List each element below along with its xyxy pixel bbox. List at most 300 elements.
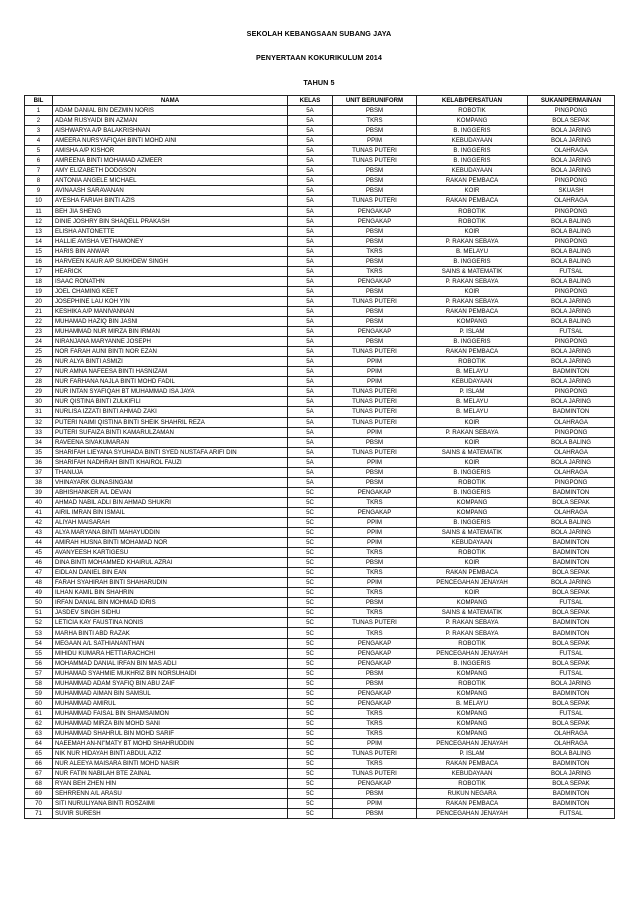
cell-nama: VHINAYARK GUNASINGAM [53,477,288,487]
table-row [25,377,615,387]
cell-sukan-permainan: BOLA BALING [528,437,615,447]
table-row [25,306,615,316]
table-row [25,688,615,698]
cell-bil: 43 [25,528,53,538]
cell-unit-beruniform: TUNAS PUTERI [333,417,417,427]
cell-sukan-permainan: BOLA JARING [528,457,615,467]
cell-kelas: 5C [288,658,333,668]
cell-unit-beruniform: TUNAS PUTERI [333,347,417,357]
cell-nama: ALIYAH MAISARAH [53,517,288,527]
cell-kelab-persatuan: B. INGGERIS [417,256,528,266]
cell-nama: MUHAMMAD SHAHRUL BIN MOHD SARIF [53,728,288,738]
cell-unit-beruniform: PPIM [333,799,417,809]
cell-kelas: 5A [288,447,333,457]
cell-nama: MEGAAN A/L SATHIANANTHAN [53,638,288,648]
cell-kelas: 5A [288,256,333,266]
cell-kelab-persatuan: B. MELAYU [417,397,528,407]
cell-kelab-persatuan: KEBUDAYAAN [417,377,528,387]
cell-unit-beruniform: TUNAS PUTERI [333,387,417,397]
cell-bil: 22 [25,317,53,327]
cell-nama: AYESHA FARIAH BINTI AZIS [53,196,288,206]
cell-nama: AMIRAH HUSNA BINTI MOHAMAD NOR [53,538,288,548]
table-row [25,256,615,266]
cell-kelab-persatuan: B. INGGERIS [417,337,528,347]
cell-bil: 36 [25,457,53,467]
cell-kelas: 5A [288,186,333,196]
cell-kelas: 5C [288,648,333,658]
table-row [25,739,615,749]
cell-kelab-persatuan: KOIR [417,588,528,598]
cell-kelab-persatuan: B. INGGERIS [417,487,528,497]
cell-bil: 39 [25,487,53,497]
cell-kelab-persatuan: PENCEGAHAN JENAYAH [417,578,528,588]
cell-bil: 67 [25,769,53,779]
cell-sukan-permainan: FUTSAL [528,809,615,819]
cell-unit-beruniform: TKRS [333,608,417,618]
cell-nama: NUR INTAN SYAFIQAH BT MUHAMMAD ISA JAYA [53,387,288,397]
cell-sukan-permainan: OLAHRAGA [528,146,615,156]
cell-bil: 53 [25,628,53,638]
cell-kelas: 5A [288,146,333,156]
table-row [25,266,615,276]
table-row [25,789,615,799]
cell-bil: 14 [25,236,53,246]
cell-nama: ADAM RUSYAIDI BIN AZMAN [53,116,288,126]
cell-nama: BEH JIA SHENG [53,206,288,216]
cell-bil: 62 [25,718,53,728]
cell-kelas: 5C [288,578,333,588]
cell-nama: NUR QISTINA BINTI ZULKIFILI [53,397,288,407]
cell-kelab-persatuan: P. RAKAN SEBAYA [417,296,528,306]
cell-nama: MUHAMMAD MIRZA BIN MOHD SANI [53,718,288,728]
cell-unit-beruniform: TUNAS PUTERI [333,769,417,779]
cell-bil: 70 [25,799,53,809]
cell-kelab-persatuan: PENCEGAHAN JENAYAH [417,648,528,658]
cell-nama: SHARIFAH NADHRAH BINTI KHAIROL FAUZI [53,457,288,467]
cell-sukan-permainan: FUTSAL [528,648,615,658]
table-row [25,166,615,176]
cell-nama: LETICIA KAY FAUSTINA NONIS [53,618,288,628]
cell-unit-beruniform: PBSM [333,317,417,327]
cell-kelab-persatuan: KOIR [417,186,528,196]
cell-sukan-permainan: OLAHRAGA [528,728,615,738]
cell-kelab-persatuan: KOMPANG [417,497,528,507]
cell-kelas: 5A [288,306,333,316]
cell-kelab-persatuan: RAKAN PEMBACA [417,568,528,578]
cell-sukan-permainan: BOLA BALING [528,256,615,266]
cell-kelas: 5C [288,487,333,497]
cell-bil: 6 [25,156,53,166]
cell-kelas: 5C [288,779,333,789]
cell-kelas: 5A [288,206,333,216]
cell-sukan-permainan: BOLA SEPAK [528,718,615,728]
table-row [25,136,615,146]
cell-kelas: 5A [288,377,333,387]
cell-kelab-persatuan: KOIR [417,457,528,467]
cell-bil: 65 [25,749,53,759]
cell-kelas: 5C [288,538,333,548]
cell-nama: SEHRRENN A/L ARASU [53,789,288,799]
table-row [25,608,615,618]
cell-unit-beruniform: PBSM [333,126,417,136]
cell-kelab-persatuan: P. RAKAN SEBAYA [417,618,528,628]
cell-kelas: 5A [288,276,333,286]
cell-unit-beruniform: PENGAKAP [333,648,417,658]
cell-sukan-permainan: PINGPONG [528,176,615,186]
cell-sukan-permainan: FUTSAL [528,668,615,678]
cell-sukan-permainan: BOLA BALING [528,246,615,256]
cell-kelab-persatuan: B. MELAYU [417,367,528,377]
cell-kelab-persatuan: KOMPANG [417,317,528,327]
cell-nama: MUHAMMAD AMIRUL [53,698,288,708]
cell-kelab-persatuan: B. INGGERIS [417,658,528,668]
document-subtitle: PENYERTAAN KOKURIKULUM 2014 [256,53,382,62]
cell-kelab-persatuan: SAINS & MATEMATIK [417,266,528,276]
table-row [25,226,615,236]
table-row [25,799,615,809]
cell-kelas: 5A [288,176,333,186]
cell-unit-beruniform: PENGAKAP [333,206,417,216]
cell-unit-beruniform: PPIM [333,578,417,588]
cell-bil: 31 [25,407,53,417]
table-header-row [25,96,615,106]
cell-sukan-permainan: PINGPONG [528,236,615,246]
cell-nama: NUR ALEEYA MAISARA BINTI MOHD NASIR [53,759,288,769]
cell-sukan-permainan: OLAHRAGA [528,739,615,749]
cell-kelab-persatuan: RAKAN PEMBACA [417,306,528,316]
table-row [25,457,615,467]
cell-sukan-permainan: PINGPONG [528,337,615,347]
cell-bil: 46 [25,558,53,568]
cell-nama: MOHAMMAD DANIAL IRFAN BIN MAS ADLI [53,658,288,668]
cell-kelas: 5A [288,357,333,367]
cell-kelab-persatuan: B. MELAYU [417,407,528,417]
cell-bil: 41 [25,507,53,517]
cell-sukan-permainan: BOLA JARING [528,769,615,779]
cell-sukan-permainan: OLAHRAGA [528,196,615,206]
cell-sukan-permainan: BOLA SEPAK [528,116,615,126]
table-row [25,779,615,789]
cell-unit-beruniform: PBSM [333,598,417,608]
cell-unit-beruniform: TKRS [333,568,417,578]
cell-nama: DINIE JOSHRY BIN SHAQELL PRAKASH [53,216,288,226]
cell-bil: 50 [25,598,53,608]
cell-bil: 28 [25,377,53,387]
cell-sukan-permainan: PINGPONG [528,387,615,397]
cell-nama: KESHIKA A/P MANIVANNAN [53,306,288,316]
cell-bil: 20 [25,296,53,306]
table-row [25,718,615,728]
cell-unit-beruniform: TKRS [333,588,417,598]
cell-kelab-persatuan: P. ISLAM [417,387,528,397]
cell-kelas: 5C [288,497,333,507]
cell-unit-beruniform: PENGAKAP [333,487,417,497]
cell-unit-beruniform: PBSM [333,176,417,186]
table-row [25,698,615,708]
cell-sukan-permainan: FUTSAL [528,598,615,608]
cell-nama: NUR ALYA BINTI ASMIZI [53,357,288,367]
cell-kelas: 5C [288,588,333,598]
column-header-kelab-persatuan: KELAB/PERSATUAN [417,96,528,106]
cell-sukan-permainan: BOLA BALING [528,749,615,759]
table-row [25,317,615,327]
cell-unit-beruniform: TUNAS PUTERI [333,196,417,206]
table-row [25,749,615,759]
cell-kelab-persatuan: KOIR [417,437,528,447]
cell-kelas: 5A [288,457,333,467]
table-row [25,558,615,568]
cell-kelas: 5A [288,126,333,136]
cell-unit-beruniform: PENGAKAP [333,327,417,337]
cell-unit-beruniform: TUNAS PUTERI [333,146,417,156]
table-row [25,728,615,738]
cell-kelas: 5A [288,296,333,306]
cell-sukan-permainan: BOLA JARING [528,126,615,136]
cell-kelab-persatuan: B. INGGERIS [417,126,528,136]
cell-sukan-permainan: BADMINTON [528,799,615,809]
cell-kelab-persatuan: SAINS & MATEMATIK [417,447,528,457]
cell-kelab-persatuan: PENCEGAHAN JENAYAH [417,809,528,819]
cell-bil: 19 [25,286,53,296]
cell-nama: RYAN BEH ZHEN HIN [53,779,288,789]
table-row [25,357,615,367]
cell-bil: 69 [25,789,53,799]
cell-unit-beruniform: PPIM [333,427,417,437]
table-row [25,407,615,417]
cell-nama: NUR AMNA NAFEESA BINTI HASNIZAM [53,367,288,377]
cell-bil: 10 [25,196,53,206]
cell-sukan-permainan: BOLA JARING [528,166,615,176]
cell-kelab-persatuan: ROBOTIK [417,638,528,648]
cell-kelas: 5A [288,156,333,166]
cell-kelas: 5A [288,216,333,226]
cell-kelab-persatuan: KEBUDAYAAN [417,136,528,146]
cell-unit-beruniform: TKRS [333,759,417,769]
cell-kelab-persatuan: KEBUDAYAAN [417,538,528,548]
cell-sukan-permainan: BOLA BALING [528,276,615,286]
cell-bil: 44 [25,538,53,548]
cell-kelab-persatuan: ROBOTIK [417,678,528,688]
cell-unit-beruniform: PBSM [333,668,417,678]
cell-unit-beruniform: PBSM [333,286,417,296]
table-row [25,517,615,527]
cell-kelas: 5A [288,106,333,116]
cell-nama: MARHA BINTI ABD RAZAK [53,628,288,638]
table-row [25,116,615,126]
cell-kelas: 5C [288,548,333,558]
cell-bil: 9 [25,186,53,196]
cell-kelas: 5C [288,688,333,698]
cell-kelab-persatuan: P. RAKAN SEBAYA [417,628,528,638]
cell-kelab-persatuan: RAKAN PEMBACA [417,799,528,809]
table-row [25,437,615,447]
cell-sukan-permainan: BOLA JARING [528,678,615,688]
cell-sukan-permainan: BOLA JARING [528,528,615,538]
year-label: TAHUN 5 [303,78,335,87]
cell-bil: 34 [25,437,53,447]
cell-unit-beruniform: PENGAKAP [333,507,417,517]
cell-bil: 32 [25,417,53,427]
column-header-unit-beruniform: UNIT BERUNIFORM [333,96,417,106]
cell-kelas: 5A [288,477,333,487]
cell-kelas: 5C [288,708,333,718]
cell-unit-beruniform: TKRS [333,718,417,728]
table-row [25,759,615,769]
cell-nama: NOR FARAH AUNI BINTI NOR EZAN [53,347,288,357]
table-row [25,568,615,578]
cell-unit-beruniform: PPIM [333,136,417,146]
cell-sukan-permainan: BOLA SEPAK [528,608,615,618]
cell-sukan-permainan: BOLA SEPAK [528,568,615,578]
cell-kelab-persatuan: KEBUDAYAAN [417,769,528,779]
cell-kelab-persatuan: SAINS & MATEMATIK [417,528,528,538]
cell-unit-beruniform: TKRS [333,266,417,276]
cell-sukan-permainan: FUTSAL [528,327,615,337]
table-row [25,246,615,256]
cell-kelab-persatuan: ROBOTIK [417,206,528,216]
cell-nama: AIRIL IMRAN BIN ISMAIL [53,507,288,517]
table-row [25,206,615,216]
cell-kelab-persatuan: P. ISLAM [417,327,528,337]
cell-sukan-permainan: OLAHRAGA [528,447,615,457]
cell-sukan-permainan: BOLA BALING [528,216,615,226]
cell-kelab-persatuan: P. RAKAN SEBAYA [417,236,528,246]
cell-kelas: 5C [288,749,333,759]
table-row [25,467,615,477]
cell-bil: 11 [25,206,53,216]
cell-sukan-permainan: BOLA JARING [528,156,615,166]
table-row [25,658,615,668]
cell-unit-beruniform: TKRS [333,548,417,558]
cell-nama: AMY ELIZABETH DODGSON [53,166,288,176]
cell-kelas: 5A [288,427,333,437]
cell-sukan-permainan: BOLA SEPAK [528,658,615,668]
cell-nama: AHMAD NABIL ADLI BIN AHMAD SHUKRI [53,497,288,507]
cell-bil: 38 [25,477,53,487]
cell-sukan-permainan: OLAHRAGA [528,417,615,427]
column-header-nama: NAMA [53,96,288,106]
cell-sukan-permainan: BOLA SEPAK [528,698,615,708]
cell-kelas: 5A [288,116,333,126]
cell-kelas: 5C [288,528,333,538]
cell-kelas: 5A [288,397,333,407]
cell-kelas: 5A [288,166,333,176]
cell-nama: MUHAMMAD ADAM SYAFIQ BIN ABU ZAIF [53,678,288,688]
school-title: SEKOLAH KEBANGSAAN SUBANG JAYA [246,29,392,38]
cell-sukan-permainan: BOLA BALING [528,517,615,527]
cell-nama: ISAAC RONATHN [53,276,288,286]
cell-bil: 52 [25,618,53,628]
table-row [25,176,615,186]
table-row [25,196,615,206]
cell-bil: 13 [25,226,53,236]
table-row [25,588,615,598]
cell-kelas: 5A [288,417,333,427]
table-row [25,708,615,718]
cell-kelas: 5A [288,437,333,447]
cell-kelab-persatuan: B. INGGERIS [417,156,528,166]
cell-nama: NIK NUR HIDAYAH BINTI ABDUL AZIZ [53,749,288,759]
cell-sukan-permainan: SKUASH [528,186,615,196]
cell-sukan-permainan: BOLA JARING [528,296,615,306]
cell-kelas: 5A [288,407,333,417]
cell-nama: MUHAMMAD NUR MIRZA BIN IRMAN [53,327,288,337]
cell-kelas: 5A [288,136,333,146]
cell-unit-beruniform: PPIM [333,517,417,527]
cell-kelas: 5A [288,347,333,357]
cell-unit-beruniform: PBSM [333,789,417,799]
cell-unit-beruniform: TUNAS PUTERI [333,296,417,306]
cell-kelas: 5C [288,608,333,618]
cell-nama: NAEEMAH AN-NI''MATY BT MOHD SHAHRUDDIN [53,739,288,749]
cell-unit-beruniform: PENGAKAP [333,216,417,226]
table-row [25,106,615,116]
cell-kelab-persatuan: P. ISLAM [417,749,528,759]
cell-kelab-persatuan: KEBUDAYAAN [417,166,528,176]
table-row [25,528,615,538]
cell-unit-beruniform: PPIM [333,367,417,377]
table-row [25,186,615,196]
cell-bil: 40 [25,497,53,507]
cell-kelas: 5C [288,618,333,628]
table-row [25,497,615,507]
cell-nama: MUHAMMAD FAISAL BIN SHAMSAIMON [53,708,288,718]
cell-kelas: 5A [288,286,333,296]
cell-kelas: 5C [288,517,333,527]
cell-kelas: 5A [288,327,333,337]
cell-unit-beruniform: TKRS [333,116,417,126]
cell-kelas: 5C [288,698,333,708]
cell-nama: AMREENA BINTI MOHAMAD AZMEER [53,156,288,166]
cell-sukan-permainan: BADMINTON [528,558,615,568]
cell-unit-beruniform: PBSM [333,477,417,487]
cell-bil: 23 [25,327,53,337]
cell-kelas: 5A [288,317,333,327]
table-row [25,337,615,347]
cell-bil: 60 [25,698,53,708]
cell-bil: 66 [25,759,53,769]
cell-kelab-persatuan: B. MELAYU [417,698,528,708]
cell-bil: 24 [25,337,53,347]
cell-sukan-permainan: BADMINTON [528,789,615,799]
cell-kelas: 5C [288,759,333,769]
cell-sukan-permainan: BADMINTON [528,628,615,638]
cell-nama: NUR FARHANA NAJLA BINTI MOHD FADIL [53,377,288,387]
cell-sukan-permainan: BOLA JARING [528,578,615,588]
cell-nama: SHARIFAH LIEYANA SYUHADA BINTI SYED NUSTAFA ARIFI DIN [53,447,288,457]
cell-bil: 17 [25,266,53,276]
cell-bil: 25 [25,347,53,357]
table-row [25,548,615,558]
cell-kelab-persatuan: KOMPANG [417,116,528,126]
cell-bil: 33 [25,427,53,437]
cell-kelas: 5C [288,668,333,678]
cell-sukan-permainan: PINGPONG [528,206,615,216]
cell-bil: 4 [25,136,53,146]
table-row [25,487,615,497]
table-row [25,427,615,437]
cell-kelab-persatuan: ROBOTIK [417,106,528,116]
cell-sukan-permainan: BADMINTON [528,538,615,548]
cell-bil: 64 [25,739,53,749]
table-row [25,678,615,688]
cell-bil: 2 [25,116,53,126]
cell-kelas: 5A [288,236,333,246]
cell-nama: ILHAN KAMIL BIN SHAHRIN [53,588,288,598]
table-row [25,126,615,136]
cell-kelas: 5C [288,507,333,517]
cell-bil: 56 [25,658,53,668]
